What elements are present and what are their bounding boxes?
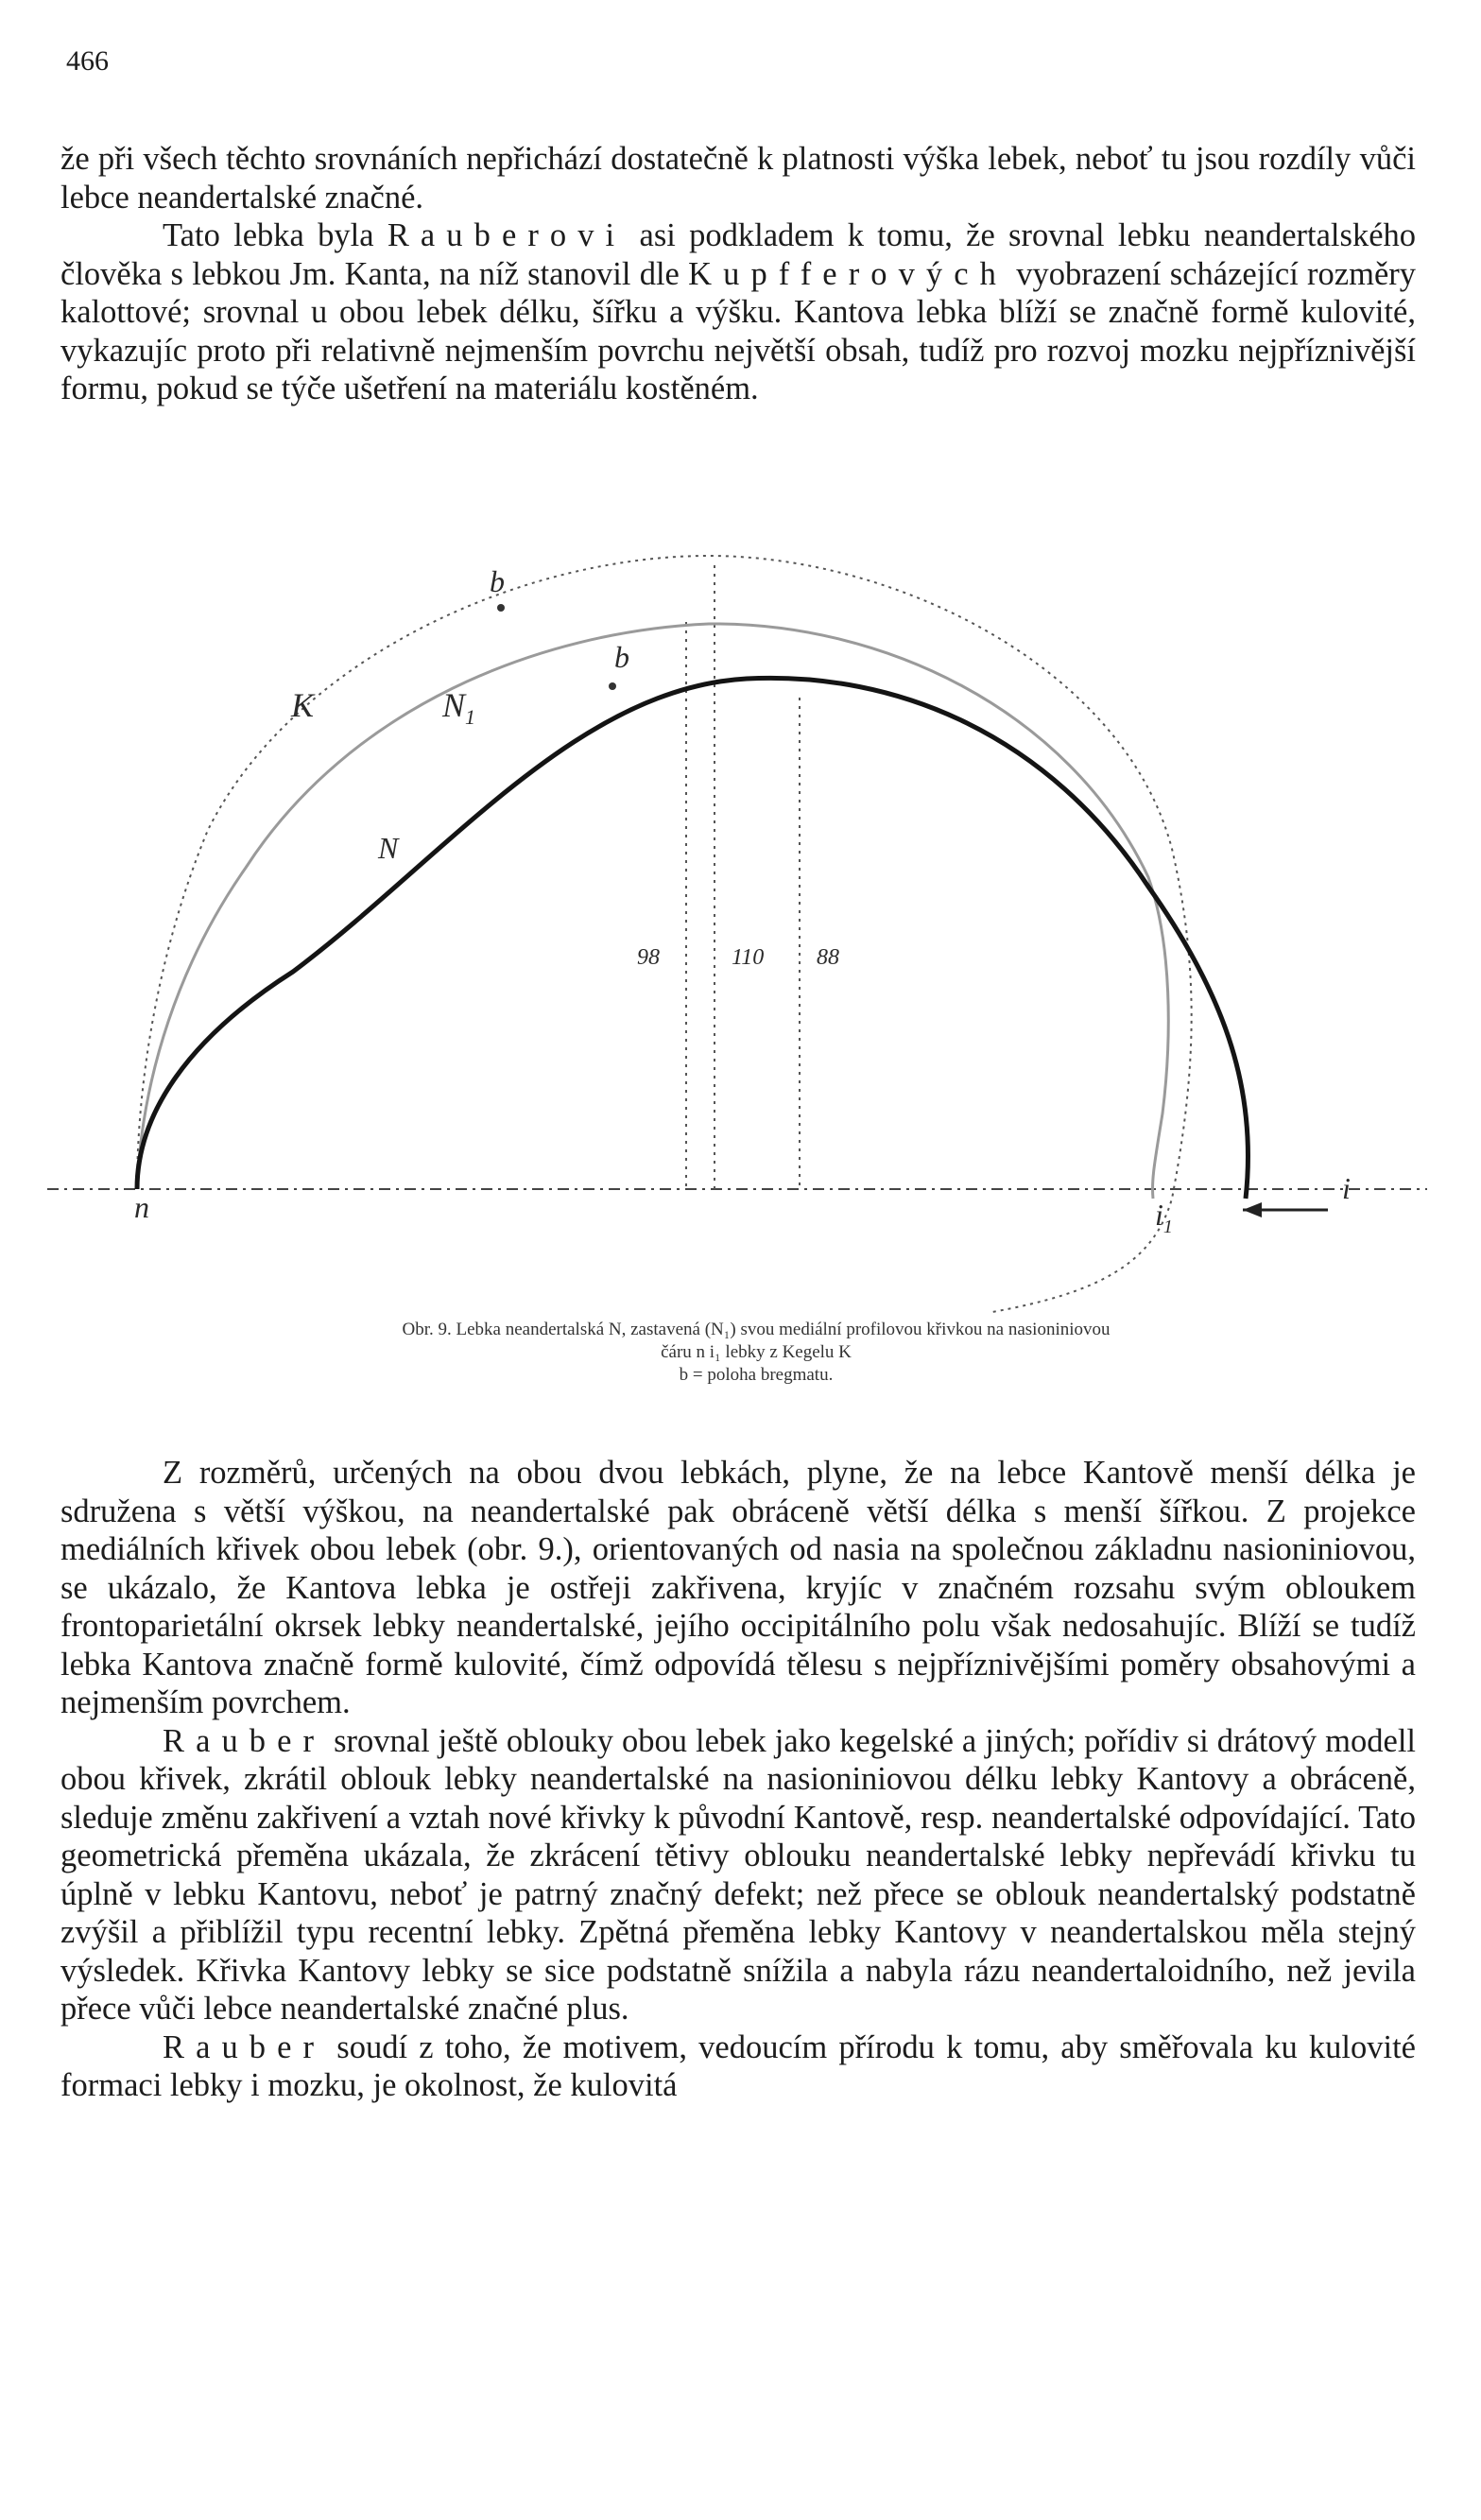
paragraph-continuation (60, 140, 1416, 216)
text-run: vyobrazení scházející rozměry kalottové; srovnal u obou lebek délku, šířku a výšku. Kantova lebka blíží se značně formě kulovité, vykazujíc proto při relativně nejmenším povrchu největší obsah, tudíž pro rozvoj mozku nejpříznivější formu, pokud se týče ušetření na materiálu kostěném. (60, 255, 1417, 406)
spaced-name-kupffer: Kupfferových (688, 255, 1007, 292)
arrow-head-icon (1243, 1202, 1262, 1217)
label-n: n (134, 1190, 149, 1224)
figure-caption (142, 1319, 1370, 1387)
label-N1 (441, 686, 475, 729)
label-i1-subscript: 1 (1162, 1217, 1173, 1237)
spaced-name-rauber: Rauber (163, 1722, 326, 1759)
bregma-marker-top (497, 604, 505, 612)
caption-line-2: čáru n i₁ lebky z Kegelu K (661, 1342, 852, 1362)
label-b-top: b (490, 564, 505, 598)
paragraph-text: Z rozměrů, určených na obou dvou lebkách, plyne, že na lebce Kantově menší délka je sdružena s větší výškou, na neandertalské pak obráceně větší délka s menší šířkou. Z projekce mediálních křivek obou lebek (obr. 9.), orientovaných od nasia na společnou základnu nasioniniovou, se ukázalo, že Kantova lebka je ostřeji zakřivena, kryjíc v značném rozsahu svým obloukem frontoparietální okrsek lebky neandertalské, jejího occipitálního polu však nedosahujíc. Blíží se tudíž lebka Kantova značně formě kulovité, čímž odpovídá tělesu s nejpříznivějšími poměry obsahovými a nejmenším povrchem. (60, 1455, 1416, 1720)
text-run: asi podkladem k tomu, že srovnal lebku neandertalského člověka s lebkou Jm. Kanta, na níž stanovil dle (60, 217, 1417, 292)
label-N1-main: N (442, 686, 466, 724)
caption-line-1: Obr. 9. Lebka neandertalská N, zastavená (N₁) svou mediální profilovou křivkou na nasioniniovou (402, 1320, 1111, 1339)
label-K: K (291, 686, 315, 724)
label-i1-main: i (1155, 1198, 1163, 1232)
paragraph-text: soudí z toho, že motivem, vedoucím přírodu k tomu, aby směřovala ku kulovité formaci lebky i mozku, je okolnost, že kulovitá (60, 2028, 1416, 2103)
paragraph-rauber-kant (60, 216, 1416, 408)
curve-neanderthal-N (137, 678, 1249, 1199)
label-N1-subscript: 1 (465, 705, 476, 729)
page-number: 466 (66, 45, 109, 77)
text-block-top (60, 140, 1416, 408)
label-88: 88 (817, 945, 839, 970)
label-N: N (378, 831, 399, 865)
paragraph-text: srovnal ještě oblouky obou lebek jako kegelské a jiných; pořídiv si drátový modell obou křivek, zkrátil oblouk lebky neandertalské na nasioniniovou délku lebky Kantovy a obráceně, sleduje změnu zakřivení a vztah nové křivky k původní Kantově, resp. neandertalské odpovídající. Tato geometrická přeměna ukázala, že zkrácení tětivy oblouku neandertalské lebky nepřevádí křivku tu úplně v lebku Kantovu, neboť je patrný značný defekt; než přece se oblouk neandertalský podstatně zvýšil a přiblížil typu recentní lebky. Zpětná přeměna lebky Kantovy v neandertalskou měla stejný výsledek. Křivka Kantovy lebky se sice podstatně snížila a nabyla rázu neandertaloidního, než jevila přece vůči lebce neandertalské značné plus. (60, 1722, 1416, 2027)
caption-line-3: b = poloha bregmatu. (679, 1365, 834, 1385)
label-98: 98 (637, 945, 660, 970)
paragraph-rauber-conclusion (60, 2028, 1416, 2105)
text-run: Tato lebka byla (163, 217, 387, 253)
label-110: 110 (732, 945, 765, 970)
paragraph-rauber-comparison (60, 1722, 1416, 2028)
paragraph-measurements (60, 1454, 1416, 1722)
spaced-name-rauber: Rauberovi (387, 217, 627, 253)
label-i: i (1342, 1171, 1351, 1205)
bregma-marker-inner (609, 682, 616, 690)
paragraph-text: že při všech těchto srovnáních nepřichází dostatečně k platnosti výška lebek, neboť tu jsou rozdíly vůči lebce neandertalské značné. (60, 141, 1416, 216)
skull-profile-figure (47, 546, 1427, 1331)
curve-kegel-K (137, 556, 1192, 1312)
label-b-inner: b (614, 640, 629, 674)
text-block-bottom (60, 1454, 1416, 2105)
spaced-name-rauber: Rauber (163, 2028, 326, 2065)
